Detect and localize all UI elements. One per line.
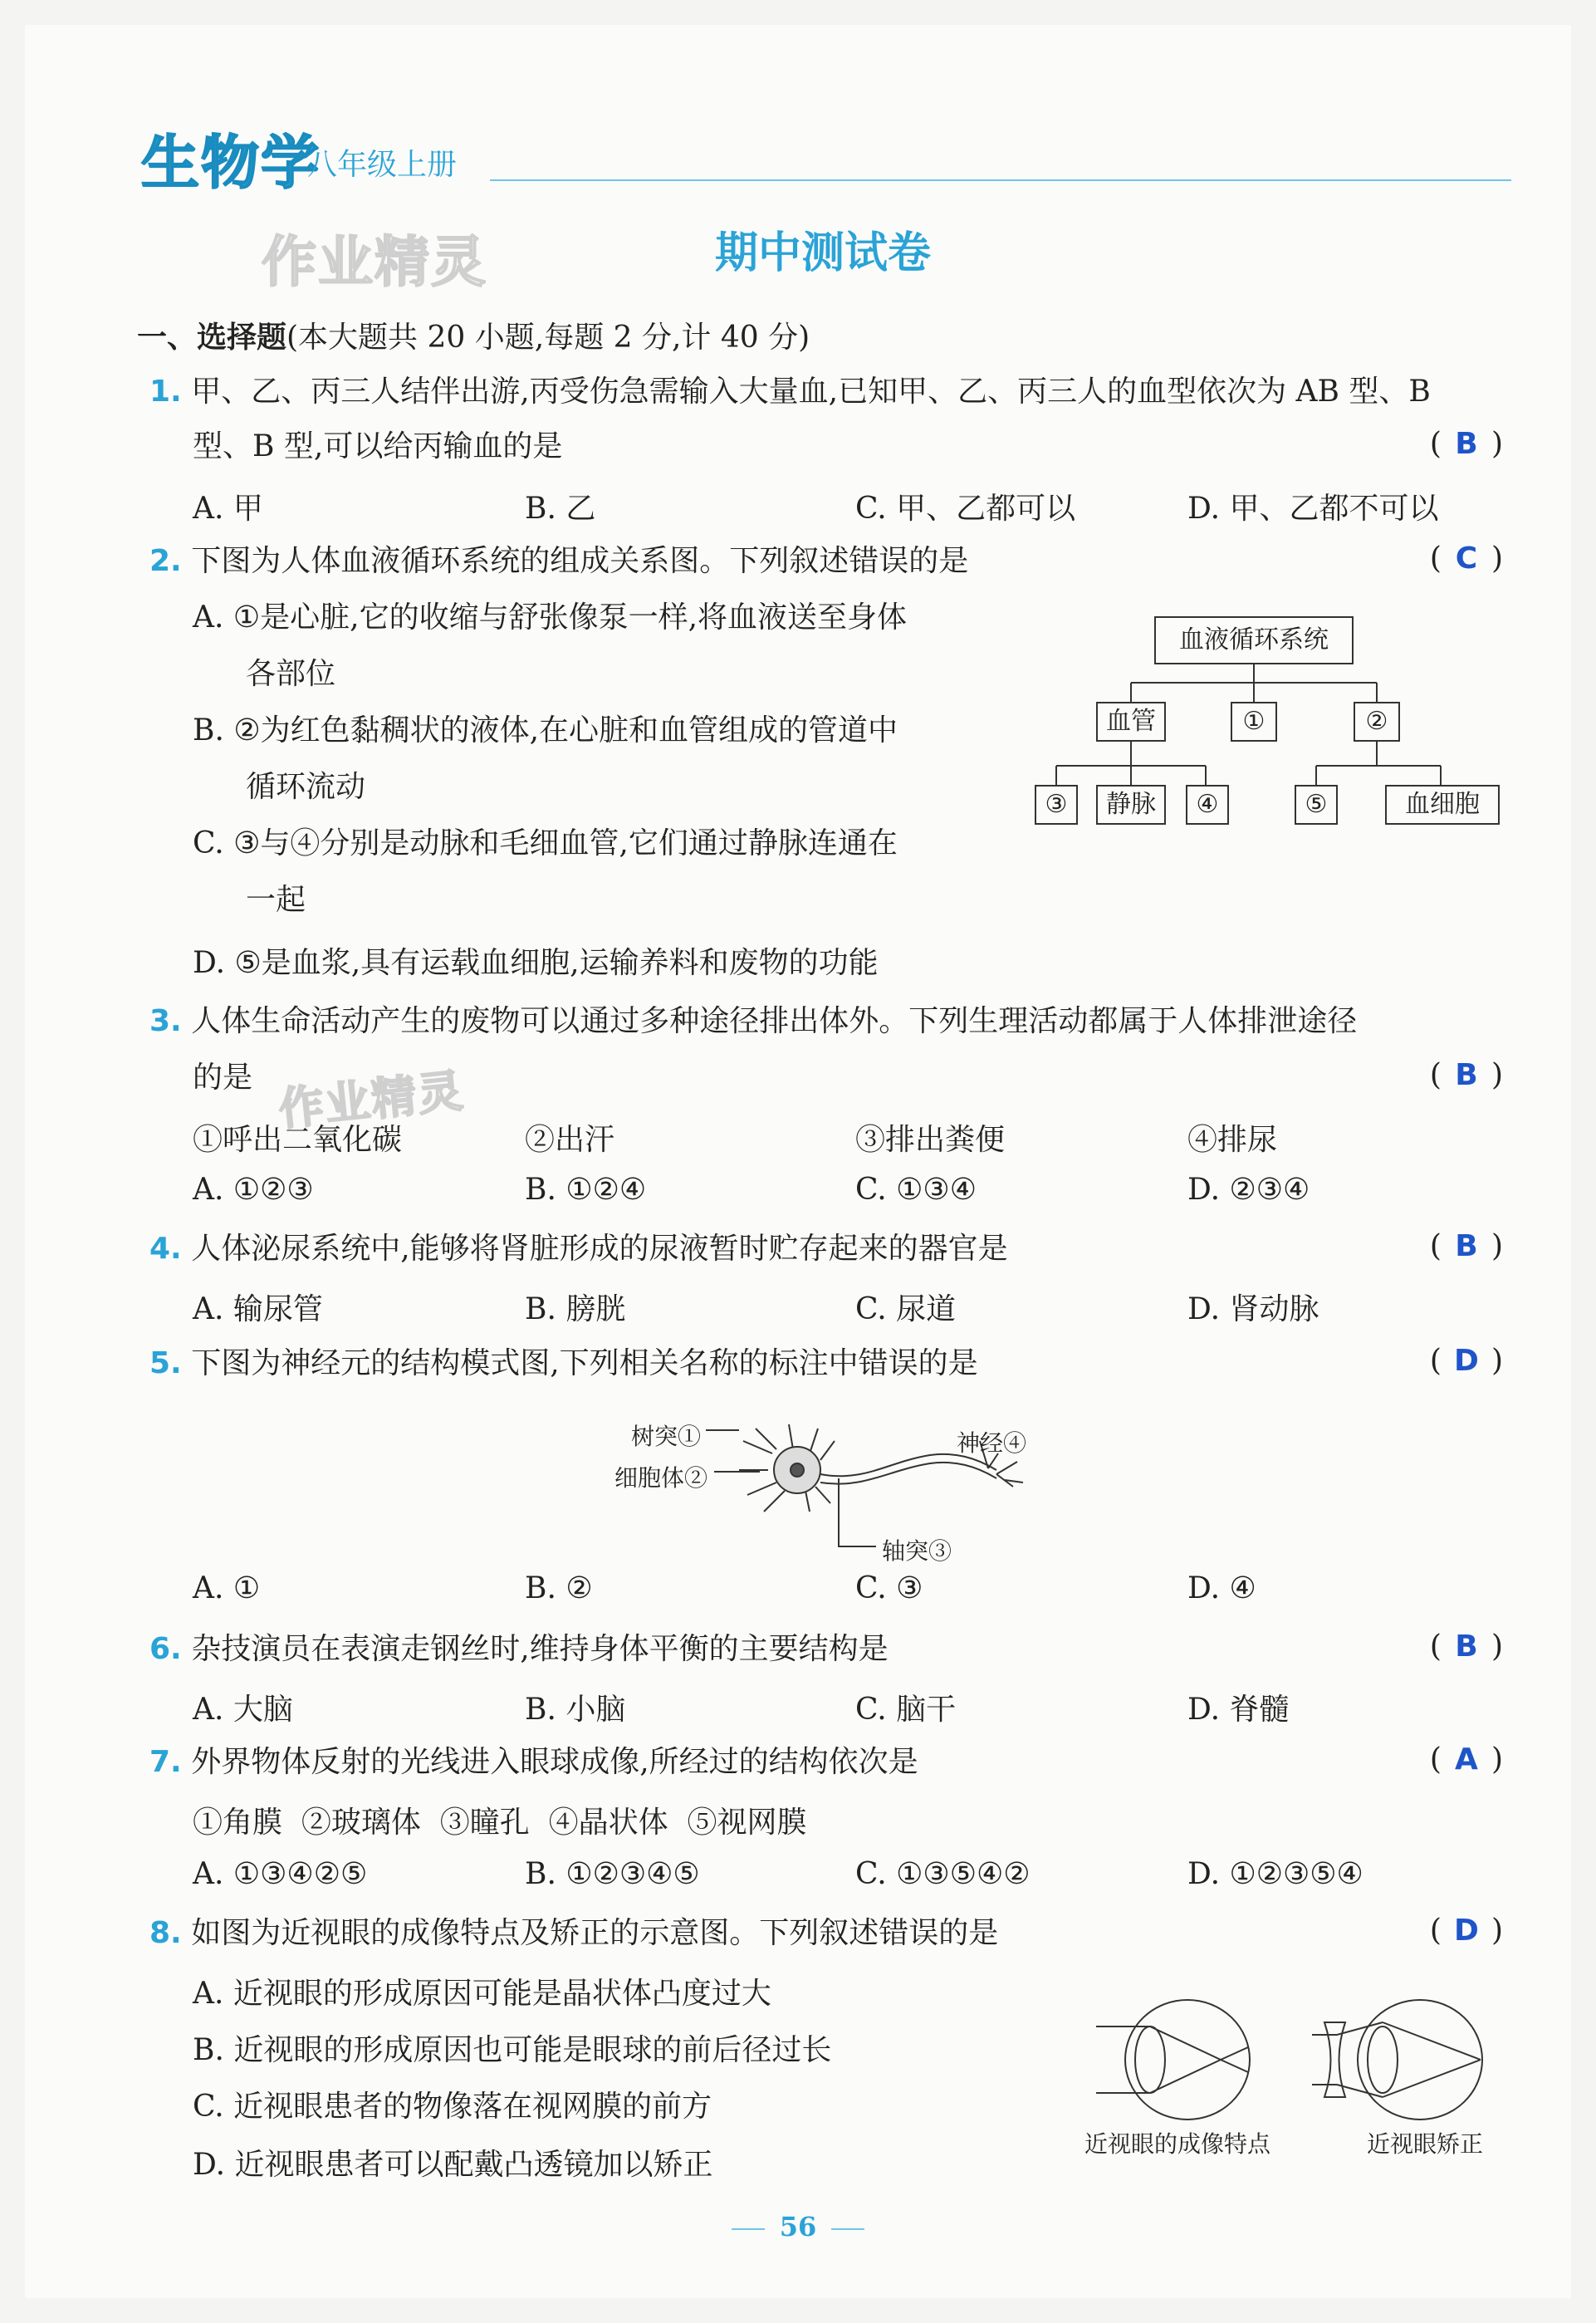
myopia-caption-2: 近视眼矫正: [1367, 2130, 1484, 2158]
subject-title: 生物学: [141, 129, 321, 197]
q5-stem-text: 下图为神经元的结构模式图,下列相关名称的标注中错误的是: [191, 1346, 978, 1380]
neuron-label-dendrite: 树突①: [631, 1423, 702, 1450]
q2-stem: [149, 542, 968, 581]
q3-item-1: ①呼出二氧化碳: [193, 1123, 403, 1157]
q8-stem-text: 如图为近视眼的成像特点及矫正的示意图。下列叙述错误的是: [191, 1916, 999, 1950]
diagram-node-5: ⑤: [1295, 785, 1338, 825]
watermark-logo: 作业精灵: [262, 230, 487, 294]
myopia-caption-1: 近视眼的成像特点: [1084, 2130, 1271, 2158]
q3-option-b: B. ①②④: [525, 1173, 647, 1207]
q7-option-a: A. ①③④②⑤: [193, 1857, 368, 1891]
q8-stem: [149, 1914, 998, 1953]
q1-answer: ( B ): [1429, 427, 1503, 461]
q4-option-b: B. 膀胱: [525, 1292, 626, 1326]
footer-dash-right: [831, 2228, 864, 2230]
diagram-node-root: 血液循环系统: [1154, 616, 1354, 664]
diagram-node-2: ②: [1354, 702, 1400, 742]
q1-option-d: D. 甲、乙都不可以: [1187, 492, 1439, 526]
q6-answer-value: B: [1455, 1630, 1478, 1664]
q2-option-b-line2: 循环流动: [246, 770, 366, 804]
q2-option-c-line2: 一起: [246, 883, 306, 917]
neuron-label-nerve: 神经④: [957, 1429, 1027, 1457]
diagram-node-4: ④: [1186, 785, 1229, 825]
q4-stem-text: 人体泌尿系统中,能够将肾脏形成的尿液暂时贮存起来的器官是: [191, 1232, 1008, 1266]
header-divider: [490, 179, 1511, 181]
q4-option-c: C. 尿道: [855, 1292, 957, 1326]
q1-option-c: C. 甲、乙都可以: [855, 492, 1076, 526]
q6-number: 6.: [149, 1632, 182, 1666]
page-sheet: [25, 25, 1571, 2298]
q2-option-c-line1: C. ③与④分别是动脉和毛细血管,它们通过静脉连通在: [193, 826, 898, 860]
q2-stem-text: 下图为人体血液循环系统的组成关系图。下列叙述错误的是: [191, 544, 969, 578]
q8-option-a: A. 近视眼的形成原因可能是晶状体凸度过大: [193, 1977, 771, 2011]
q2-answer: ( C ): [1429, 542, 1503, 576]
neuron-label-cell-body: 细胞体②: [614, 1464, 708, 1492]
q3-item-4: ④排尿: [1187, 1123, 1278, 1157]
q5-option-c: C. ③: [855, 1571, 923, 1605]
q8-answer-value: D: [1454, 1914, 1479, 1948]
q7-stem-text: 外界物体反射的光线进入眼球成像,所经过的结构依次是: [191, 1745, 918, 1779]
q3-number: 3.: [149, 1004, 182, 1038]
q7-items: ①角膜 ②玻璃体 ③瞳孔 ④晶状体 ⑤视网膜: [193, 1806, 807, 1840]
q5-stem: [149, 1344, 978, 1384]
diagram-node-vein: 静脉: [1096, 785, 1166, 825]
q6-option-c: C. 脑干: [855, 1693, 957, 1727]
diagram-node-blood-cell: 血细胞: [1385, 785, 1500, 825]
neuron-label-axon: 轴突③: [882, 1537, 952, 1565]
q4-answer-value: B: [1455, 1229, 1478, 1263]
q7-stem: [149, 1742, 918, 1782]
section-title: 一、选择题: [137, 321, 287, 355]
q7-option-c: C. ①③⑤④②: [855, 1857, 1031, 1891]
q7-answer-value: A: [1455, 1742, 1478, 1777]
q5-option-b: B. ②: [525, 1571, 593, 1605]
q8-option-b: B. 近视眼的形成原因也可能是眼球的前后径过长: [193, 2033, 832, 2067]
q5-option-a: A. ①: [193, 1571, 261, 1605]
q4-option-a: A. 输尿管: [193, 1292, 323, 1326]
q8-number: 8.: [149, 1916, 182, 1950]
watermark-logo-2: 作业精灵: [276, 1064, 468, 1136]
q2-option-a-line2: 各部位: [246, 657, 336, 691]
q7-number: 7.: [149, 1745, 182, 1779]
page-footer: [0, 2211, 1596, 2242]
q6-stem-text: 杂技演员在表演走钢丝时,维持身体平衡的主要结构是: [191, 1632, 889, 1666]
q1-stem-line1: [149, 372, 1431, 412]
q3-option-c: C. ①③④: [855, 1173, 977, 1207]
q6-option-b: B. 小脑: [525, 1693, 626, 1727]
section-note: (本大题共 20 小题,每题 2 分,计 40 分): [286, 321, 810, 355]
myopia-eye-diagrams: [1096, 1989, 1528, 2130]
q1-number: 1.: [149, 375, 182, 409]
q1-stem-line2: 型、B 型,可以给丙输血的是: [193, 429, 563, 463]
q5-number: 5.: [149, 1346, 182, 1380]
q6-option-a: A. 大脑: [193, 1693, 293, 1727]
q3-answer: ( B ): [1429, 1058, 1503, 1092]
q2-number: 2.: [149, 544, 182, 578]
q5-answer: ( D ): [1429, 1344, 1503, 1378]
q5-option-d: D. ④: [1187, 1571, 1256, 1605]
q3-stem-line2: 的是: [193, 1061, 253, 1095]
page-title: 期中测试卷: [714, 228, 931, 278]
q2-option-a-line1: A. ①是心脏,它的收缩与舒张像泵一样,将血液送至身体: [193, 600, 908, 635]
q2-option-b-line1: B. ②为红色黏稠状的液体,在心脏和血管组成的管道中: [193, 713, 898, 747]
q3-answer-value: B: [1455, 1058, 1478, 1092]
page-header: [141, 116, 1503, 197]
diagram-node-vessel: 血管: [1096, 702, 1166, 742]
q6-option-d: D. 脊髓: [1187, 1693, 1290, 1727]
q7-option-b: B. ①②③④⑤: [525, 1857, 700, 1891]
q3-item-3: ③排出粪便: [855, 1123, 1006, 1157]
q8-option-c: C. 近视眼患者的物像落在视网膜的前方: [193, 2090, 712, 2124]
q2-option-d: D. ⑤是血浆,具有运载血细胞,运输养料和废物的功能: [193, 946, 879, 980]
q8-option-d: D. 近视眼患者可以配戴凸透镜加以矫正: [193, 2148, 713, 2182]
q3-stem-text1: 人体生命活动产生的废物可以通过多种途径排出体外。下列生理活动都属于人体排泄途径: [191, 1004, 1358, 1038]
q3-item-2: ②出汗: [525, 1123, 615, 1157]
q7-answer: ( A ): [1429, 1742, 1503, 1777]
grade-label: 八年级上册: [307, 148, 458, 182]
q2-answer-value: C: [1455, 542, 1478, 576]
q3-stem-line1: [149, 1002, 1357, 1041]
q5-answer-value: D: [1454, 1344, 1479, 1378]
q4-number: 4.: [149, 1232, 182, 1266]
q4-answer: ( B ): [1429, 1229, 1503, 1263]
q4-stem: [149, 1229, 1008, 1269]
q6-answer: ( B ): [1429, 1630, 1503, 1664]
q8-answer: ( D ): [1429, 1914, 1503, 1948]
diagram-node-1: ①: [1231, 702, 1277, 742]
q3-option-a: A. ①②③: [193, 1173, 314, 1207]
q6-stem: [149, 1630, 889, 1669]
q7-option-d: D. ①②③⑤④: [1187, 1857, 1363, 1891]
footer-dash-left: [732, 2228, 765, 2230]
q1-answer-value: B: [1455, 427, 1478, 461]
q1-option-a: A. 甲: [193, 492, 263, 526]
q1-option-b: B. 乙: [525, 492, 596, 526]
q3-option-d: D. ②③④: [1187, 1173, 1310, 1207]
diagram-node-3: ③: [1035, 785, 1078, 825]
q1-stem-text1: 甲、乙、丙三人结伴出游,丙受伤急需输入大量血,已知甲、乙、丙三人的血型依次为 AB 型、B: [191, 375, 1431, 409]
section-heading: [137, 314, 810, 356]
page-number: 56: [779, 2211, 817, 2242]
q4-option-d: D. 肾动脉: [1187, 1292, 1319, 1326]
